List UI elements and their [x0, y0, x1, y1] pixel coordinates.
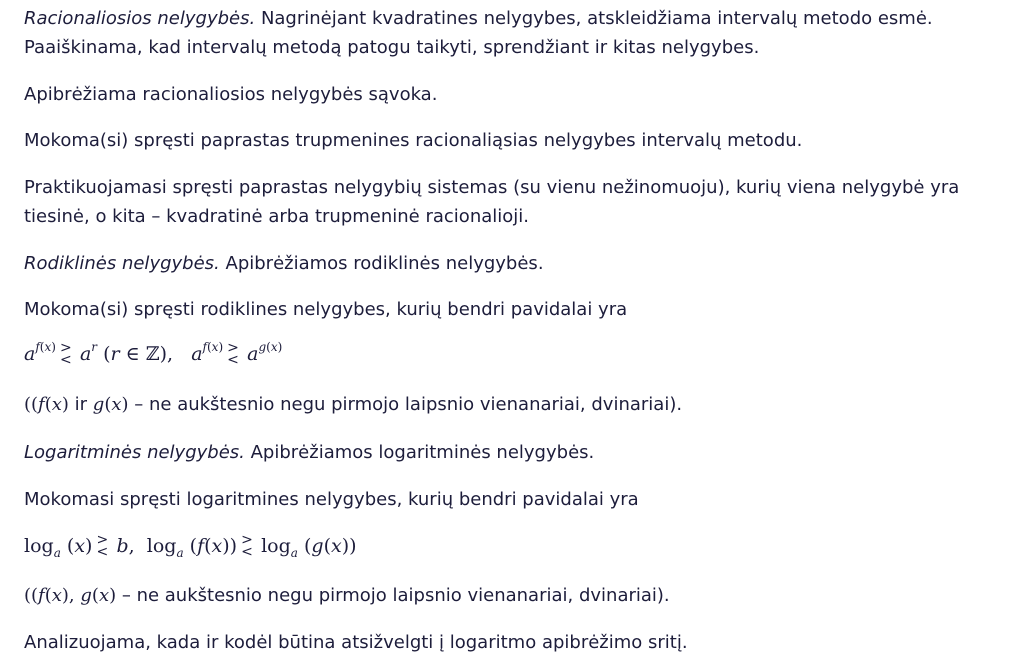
paragraph-logaritmines: [24, 439, 594, 467]
paragraph-line: Paaiškinama, kad intervalų metodą patogu taikyti, sprendžiant ir kitas nelygybes.: [24, 37, 760, 58]
paragraph-text: – ne aukštesnio negu pirmojo laipsnio vienanariai, dvinariai).: [128, 394, 683, 415]
paragraph-functions-note-2: ((f(x), g(x) – ne aukštesnio negu pirmojo laipsnio vienanariai, dvinariai).: [24, 585, 670, 606]
paragraph-racionaliosios: [24, 5, 933, 33]
section-title-rodiklines: Rodiklinės nelygybės.: [24, 253, 220, 274]
paragraph-text: Apibrėžiama racionaliosios nelygybės sąvoka.: [24, 84, 438, 105]
paragraph-rodiklines: [24, 250, 544, 278]
paragraph-text: Analizuojama, kada ir kodėl būtina atsižvelgti į logaritmo apibrėžimo sritį.: [24, 632, 688, 653]
section-title-logaritmines: Logaritminės nelygybės.: [24, 442, 245, 463]
paragraph-text: Apibrėžiamos rodiklinės nelygybės.: [219, 253, 544, 274]
paragraph-text: Apibrėžiamos logaritminės nelygybės.: [244, 442, 595, 463]
section-title-racionaliosios: Racionaliosios nelygybės.: [24, 8, 256, 29]
paragraph-text: Mokomasi spręsti logaritmines nelygybes, kurių bendri pavidalai yra: [24, 489, 639, 510]
paragraph-text: Mokoma(si) spręsti rodiklines nelygybes, kurių bendri pavidalai yra: [24, 299, 628, 320]
paragraph-text: Nagrinėjant kvadratines nelygybes, atskleidžiama intervalų metodo esmė.: [255, 8, 933, 29]
paragraph-text: – ne aukštesnio negu pirmojo laipsnio vienanariai, dvinariai).: [116, 585, 670, 606]
formula-logarithmic: $\log_a (x)$ > < b, $\log_a (f(x))$ > < $\log_a (g(x))$: [24, 532, 357, 560]
paragraph-functions-note: ((f(x) ir g(x) – ne aukštesnio negu pirmojo laipsnio vienanariai, dvinariai).: [24, 394, 683, 415]
paragraph-line: Praktikuojamasi spręsti paprastas nelygybių sistemas (su vienu nežinomuoju), kurių viena nelygybė yra: [24, 177, 960, 198]
paragraph-text: Mokoma(si) spręsti paprastas trupmenines racionaliąsias nelygybes intervalų metodu.: [24, 130, 803, 151]
paragraph-text: ir: [68, 394, 93, 415]
paragraph-line: tiesinė, o kita – kvadratinė arba trupmeninė racionalioji.: [24, 206, 529, 227]
formula-exponential: $a^{f(x)}$ > < $a^r$ (r ∈ ℤ), $a^{f(x)}$ > < $a^{g(x)}$: [24, 340, 283, 368]
